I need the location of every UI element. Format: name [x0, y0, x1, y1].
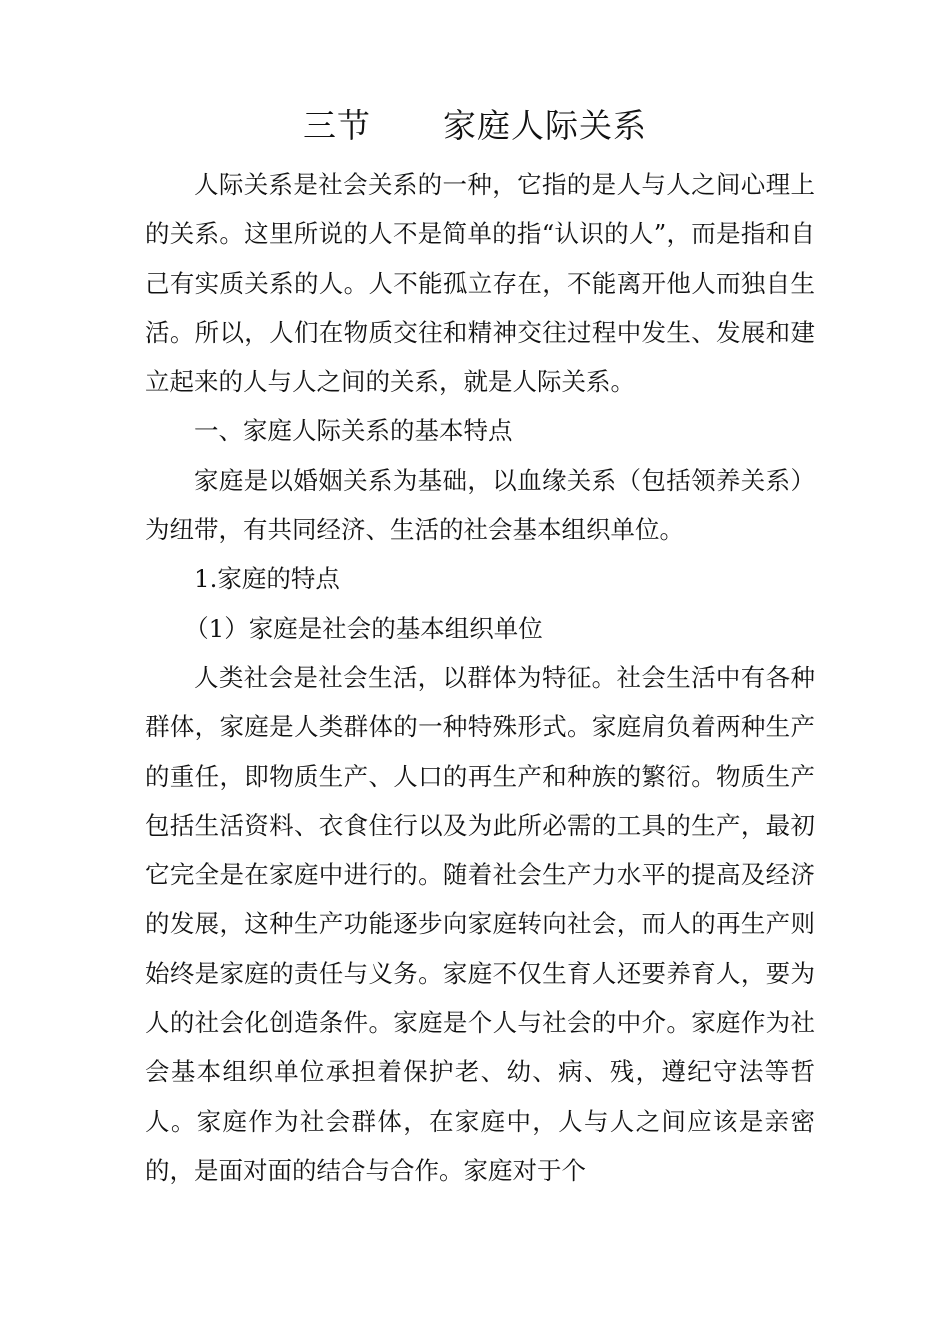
section-title [0, 100, 950, 152]
paragraph-intro: 人际关系是社会关系的一种，它指的是人与人之间心理上的关系。这里所说的人不是简单的指“认识的人”，而是指和自己有实质关系的人。人不能孤立存在，不能离开他人而独自生活。所以，人们在物质交往和精神交往过程中发生、发展和建立起来的人与人之间的关系，就是人际关系。 [145, 170, 815, 397]
heading-basic-features: 一、家庭人际关系的基本特点 [194, 416, 513, 446]
heading-family-features: 1.家庭的特点 [194, 564, 340, 594]
section-heading: 家庭人际关系 [443, 106, 647, 145]
heading-basic-unit: （1）家庭是社会的基本组织单位 [184, 613, 543, 643]
paragraph-human-society: 人类社会是社会生活，以群体为特征。社会生活中有各种群体，家庭是人类群体的一种特殊形式。家庭肩负着两种生产的重任，即物质生产、人口的再生产和种族的繁衍。物质生产包括生活资料、衣食住行以及为此所必需的工具的生产，最初它完全是在家庭中进行的。随着社会生产力水平的提高及经济的发展，这种生产功能逐步向家庭转向社会，而人的再生产则始终是家庭的责任与义务。家庭不仅生育人还要养育人，要为人的社会化创造条件。家庭是个人与社会的中介。家庭作为社会基本组织单位承担着保护老、幼、病、残，遵纪守法等哲人。家庭作为社会群体，在家庭中，人与人之间应该是亲密的，是面对面的结合与合作。家庭对于个 [145, 662, 815, 1185]
paragraph-family-definition: 家庭是以婚姻关系为基础，以血缘关系（包括领养关系）为纽带，有共同经济、生活的社会基本组织单位。 [145, 465, 815, 545]
document-body [145, 160, 815, 1195]
section-number: 三节 [303, 106, 371, 145]
